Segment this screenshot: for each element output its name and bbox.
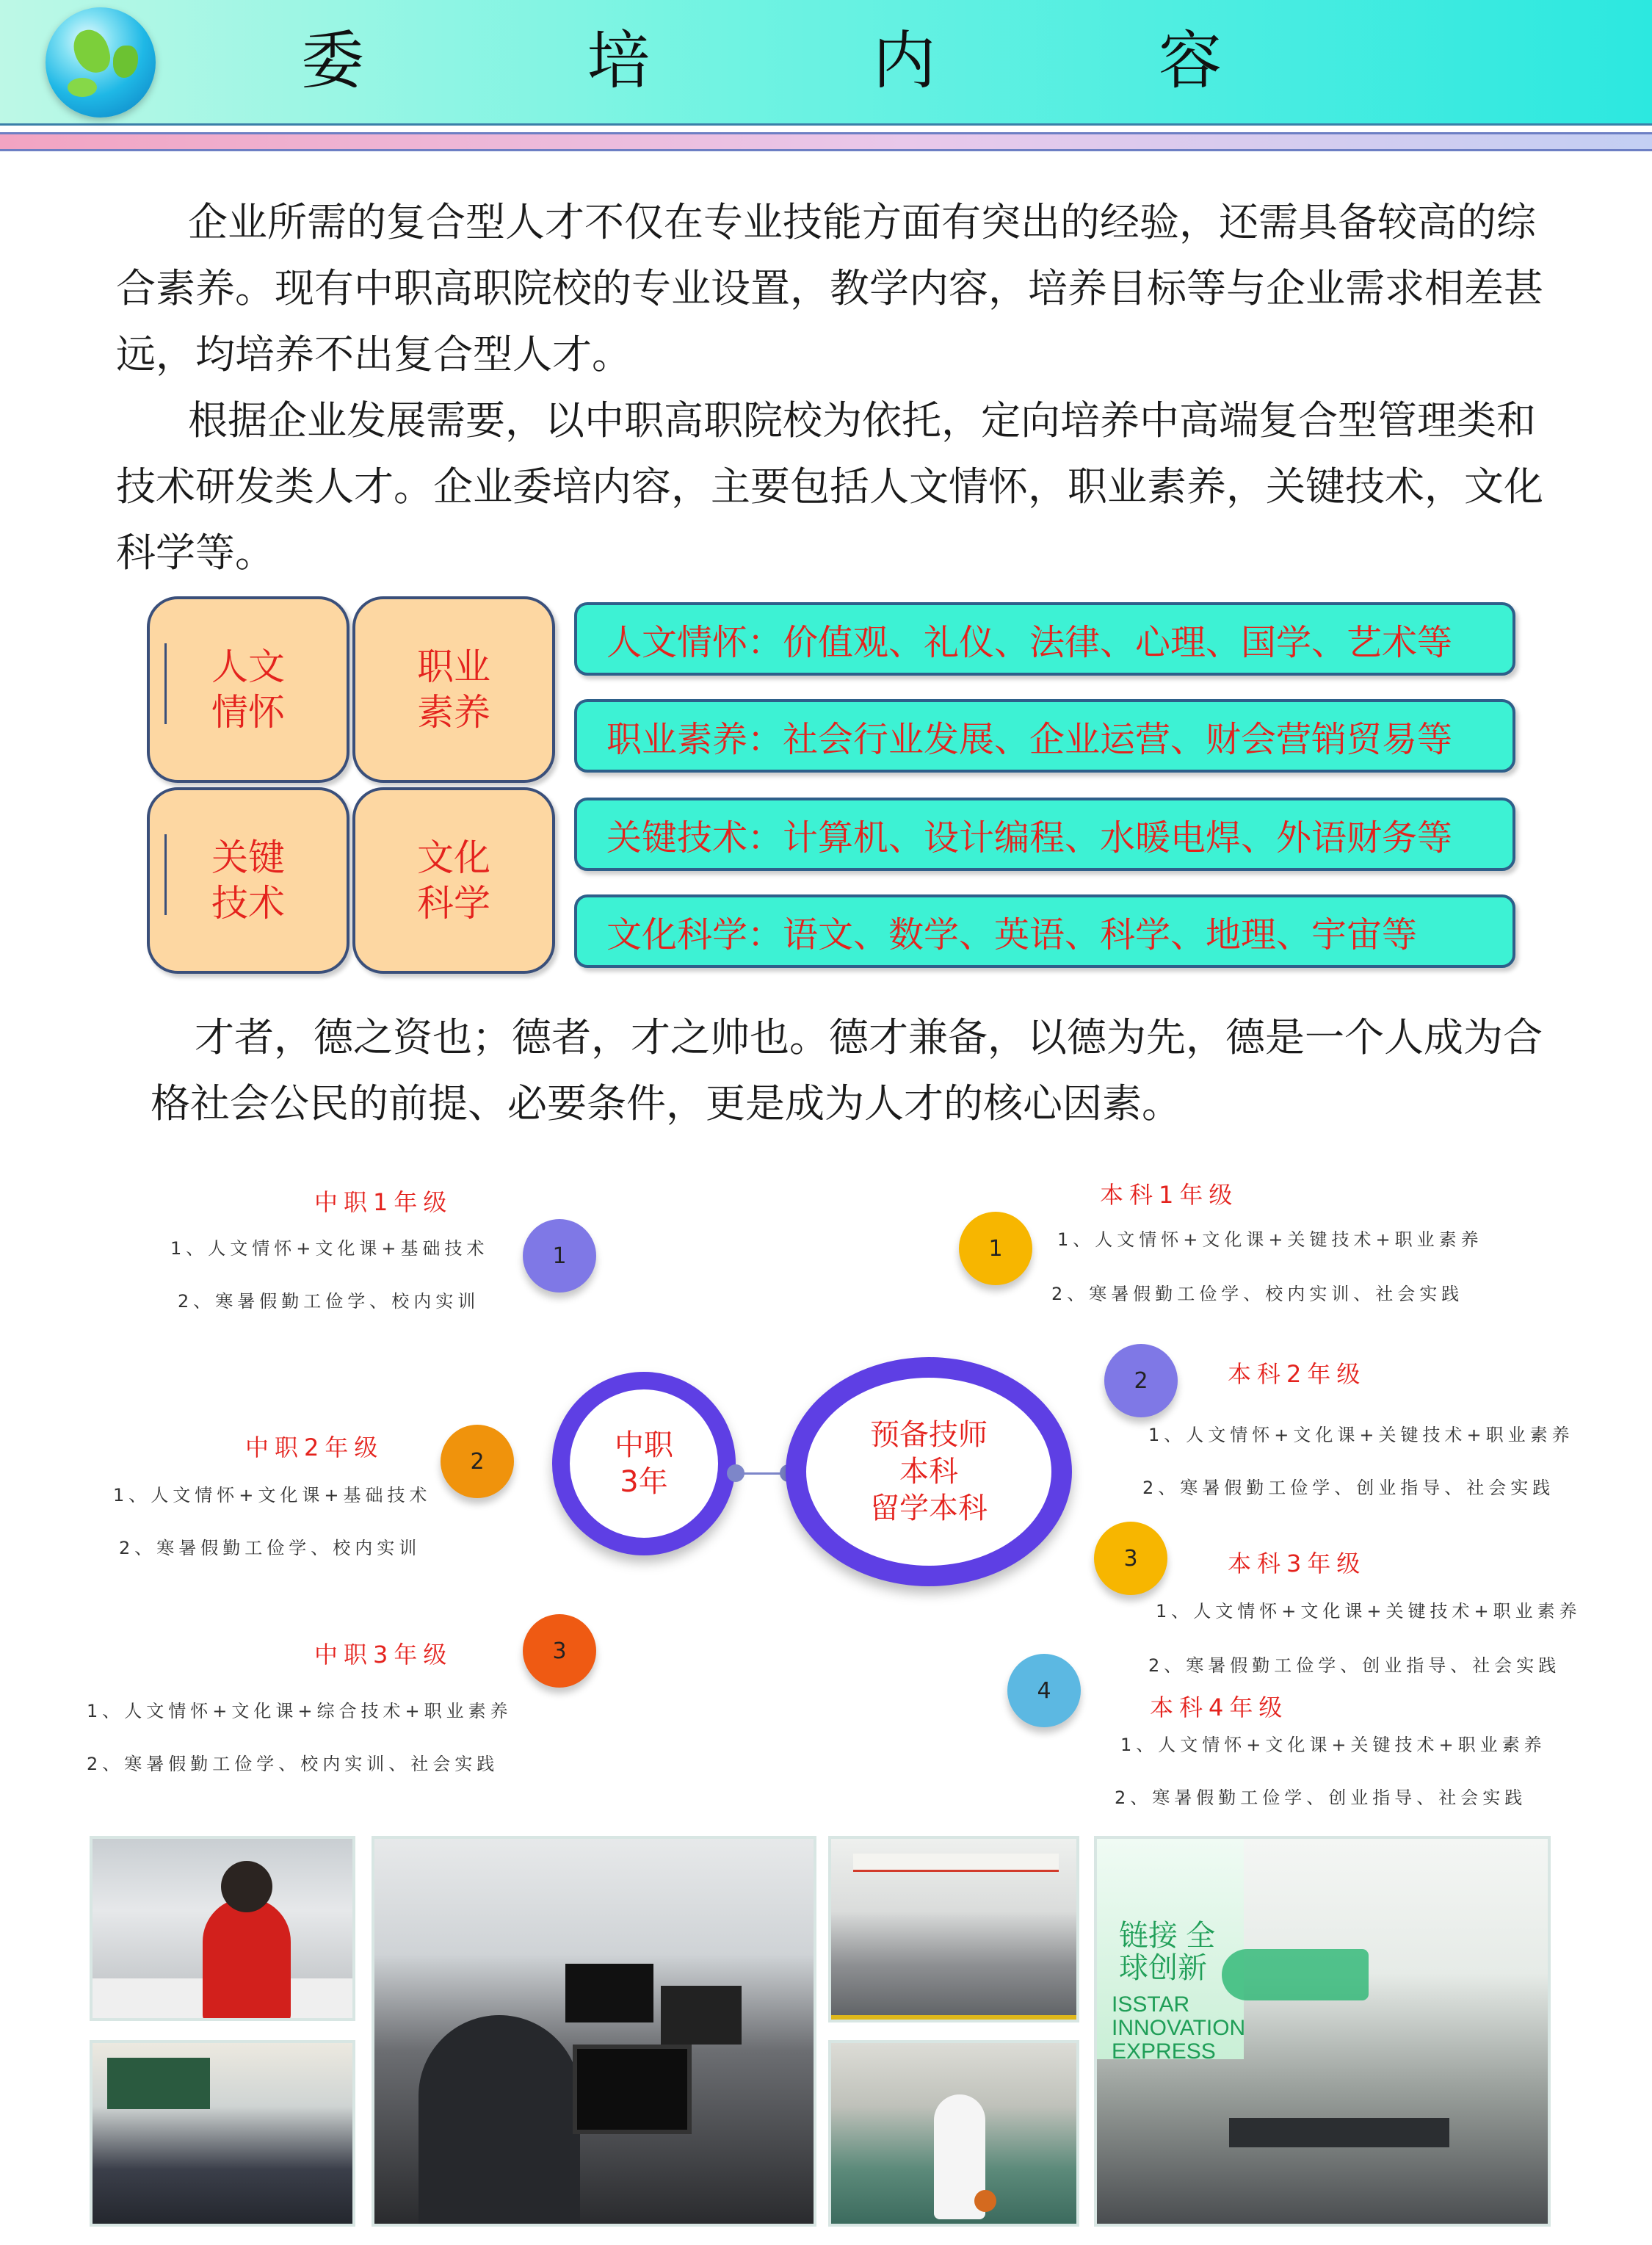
pillar-professionalism — [352, 596, 555, 783]
globe-icon — [46, 7, 156, 118]
detail-humanities: 人文情怀：价值观、礼仪、法律、心理、国学、艺术等 — [574, 602, 1515, 676]
photo-classroom — [90, 2040, 355, 2227]
ring-label: 预备技师 — [870, 1418, 988, 1452]
grade-title: 中职2年级 — [245, 1434, 384, 1461]
detail-culture-science: 文化科学：语文、数学、英语、科学、地理、宇宙等 — [574, 894, 1515, 968]
grade-item: 1、人文情怀+文化课+关键技术+职业素养 — [1156, 1601, 1582, 1622]
photo-basketball — [828, 2040, 1079, 2227]
grade-item: 2、寒暑假勤工俭学、校内实训、社会实践 — [1051, 1284, 1464, 1304]
grade-title: 本科1年级 — [1100, 1181, 1239, 1209]
grade-title: 中职1年级 — [314, 1188, 453, 1216]
detail-key-skills: 关键技术：计算机、设计编程、水暖电焊、外语财务等 — [574, 798, 1515, 871]
header-divider — [0, 132, 1652, 151]
pillar-label: 职业素养 — [417, 646, 490, 734]
page-title: 委 培 内 容 — [301, 24, 1324, 98]
pillar-key-skills — [147, 787, 349, 974]
grade-title: 本科3年级 — [1228, 1550, 1366, 1577]
step-number-badge: 2 — [441, 1425, 514, 1498]
pillar-culture-science — [352, 787, 555, 974]
grade-item: 2、寒暑假勤工俭学、创业指导、社会实践 — [1115, 1787, 1527, 1808]
intro-paragraph-1: 企业所需的复合型人才不仅在专业技能方面有突出的经验，还需具备较高的综合素养。现有中职高职院校的专业设置，教学内容，培养目标等与企业需求相差甚远，均培养不出复合型人才。 — [116, 199, 1543, 377]
grade-title: 本科2年级 — [1228, 1360, 1366, 1388]
photo-computer-lab — [372, 1836, 816, 2227]
grade-item: 1、人文情怀+文化课+关键技术+职业素养 — [1148, 1425, 1574, 1445]
pillar-humanities — [147, 596, 349, 783]
center-ring-advanced — [786, 1357, 1072, 1586]
grade-item: 1、人文情怀+文化课+关键技术+职业素养 — [1120, 1735, 1546, 1755]
header-banner — [0, 0, 1652, 126]
connector-dot — [727, 1464, 745, 1482]
pillar-label: 关键技术 — [211, 836, 285, 925]
step-number-badge: 3 — [523, 1614, 596, 1688]
grade-item: 2、寒暑假勤工俭学、校内实训 — [119, 1538, 421, 1558]
step-number-badge: 3 — [1094, 1522, 1167, 1595]
photo-sign-text: ISSTAR INNOVATION EXPRESS — [1112, 1992, 1246, 2064]
grade-item: 2、寒暑假勤工俭学、创业指导、社会实践 — [1148, 1655, 1561, 1676]
intro-paragraph-2: 根据企业发展需要，以中职高职院校为依托，定向培养中高端复合型管理类和技术研发类人才。企业委培内容，主要包括人文情怀，职业素养，关键技术，文化科学等。 — [116, 397, 1543, 576]
grade-item: 2、寒暑假勤工俭学、校内实训、社会实践 — [87, 1754, 499, 1774]
step-number-badge: 1 — [959, 1212, 1032, 1285]
step-number-badge: 4 — [1007, 1654, 1081, 1727]
grade-item: 1、人文情怀+文化课+关键技术+职业素养 — [1057, 1229, 1483, 1250]
photo-sign-text: 链接 全球创新 — [1119, 1920, 1216, 1984]
motto-paragraph: 才者，德之资也；德者，才之帅也。德才兼备，以德为先，德是一个人成为合格社会公民的前提、必要条件，更是成为人才的核心因素。 — [151, 1014, 1543, 1127]
step-number-badge: 2 — [1104, 1344, 1178, 1417]
grade-item: 1、人文情怀+文化课+基础技术 — [170, 1238, 489, 1259]
grade-item: 1、人文情怀+文化课+基础技术 — [113, 1485, 432, 1505]
grade-item: 2、寒暑假勤工俭学、校内实训 — [178, 1291, 480, 1312]
ring-label: 留学本科 — [870, 1492, 988, 1525]
ring-label: 3年 — [620, 1465, 668, 1499]
grade-title: 本科4年级 — [1150, 1693, 1289, 1721]
grade-title: 中职3年级 — [314, 1641, 453, 1669]
grade-item: 1、人文情怀+文化课+综合技术+职业素养 — [87, 1701, 512, 1721]
photo-seminar — [1094, 1836, 1551, 2227]
grade-item: 2、寒暑假勤工俭学、创业指导、社会实践 — [1142, 1478, 1555, 1498]
center-ring-secondary-vocational — [552, 1372, 736, 1555]
photo-volunteer-cleaning — [90, 1836, 355, 2021]
pillar-label: 文化科学 — [417, 836, 490, 925]
ring-label: 本科 — [899, 1455, 958, 1489]
pillar-label: 人文情怀 — [211, 646, 285, 734]
detail-professionalism: 职业素养：社会行业发展、企业运营、财会营销贸易等 — [574, 699, 1515, 773]
ring-label: 中职 — [615, 1428, 673, 1462]
step-number-badge: 1 — [523, 1219, 596, 1293]
photo-electrical-training — [828, 1836, 1079, 2022]
